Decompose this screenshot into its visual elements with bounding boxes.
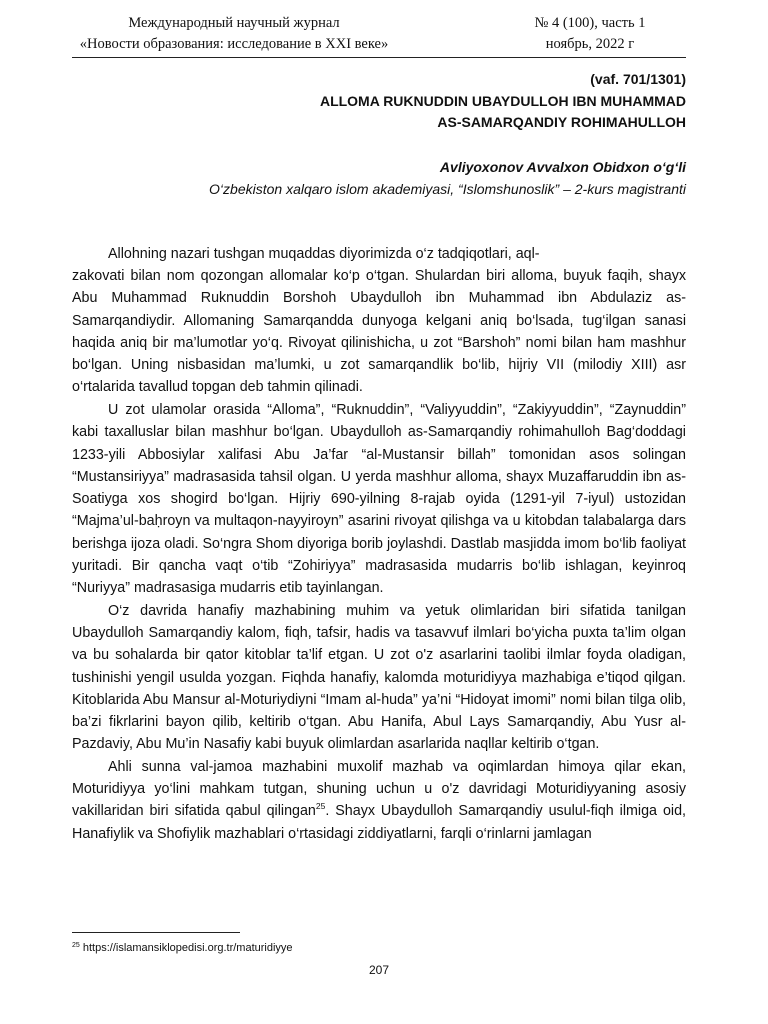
author-affiliation: O‘zbekiston xalqaro islom akademiyasi, “Islomshunoslik” – 2-kurs magistranti bbox=[209, 181, 686, 197]
footnote-number: 25 bbox=[72, 942, 80, 949]
article-title-line1: ALLOMA RUKNUDDIN UBAYDULLOH IBN MUHAMMAD bbox=[319, 93, 686, 109]
paragraph-2: U zot ulamolar orasida “Alloma”, “Ruknuddin”, “Valiyyuddin”, “Zakiyyuddin”, “Zaynuddin” kabi taxalluslar bilan mashhur bo‘lgan. Ubaydulloh as-Samarqandiy rohimahulloh Bag‘doddagi 1233-yili Abbosiylar xalifasi Abu Ja’far “al-Mustansir billah” tomonidan asos solingan “Mustansiriyya” madrasasida tahsil olgan. U yerda mashhur alloma, shayx Muzaffaruddin ibn as-Soatiyga xos shogird bo‘lgan. Hijriy 690-yilning 8-rajab oyida (1291-yil 7-iyul) ustozidan “Majma’ul-baḥroyn va multaqon-nayyiroyn” asarini rivoyat qilishga va u kitobdan talabalarga dars berishga ijoza oladi. So‘ngra Shom diyoriga borib joylashdi. Dastlab masjidda imom bo‘lib faoliyat yuritadi. Bir qancha vaqt o‘tib “Zohiriyya” madrasasida mudarris bo‘lib ishlagan, keyinroq “Nuriyya” madrasasiga mudarris etib tayinlangan. bbox=[72, 402, 686, 597]
journal-name-line2: «Новости образования: исследование в XXI веке» bbox=[79, 36, 389, 52]
footnote-reference[interactable]: 25 bbox=[315, 801, 326, 812]
footnote-rule bbox=[72, 932, 240, 933]
issue-number: № 4 (100), часть 1 bbox=[534, 15, 646, 31]
issue-date: ноябрь, 2022 г bbox=[545, 36, 635, 52]
footnote bbox=[72, 939, 293, 955]
footnote-link[interactable]: https://islamansiklopedisi.org.tr/maturidiyye bbox=[79, 942, 293, 954]
paragraph-1-first-line: Allohning nazari tushgan muqaddas diyorimizda o‘z tadqiqotlari, aql- bbox=[108, 246, 540, 262]
article-code: (vaf. 701/1301) bbox=[590, 71, 686, 87]
paragraph-3: O‘z davrida hanafiy mazhabining muhim va yetuk olimlaridan biri sifatida tanilgan Ubaydulloh Samarqandiy kalom, fiqh, tafsir, hadis va tasavvuf ilmlari bo‘yicha puxta ta’lim olgan va bu sohalarda bir qator kitoblar ta’lif etgan. U zot o'z asarlarini taolibi ilmlar foyda oladigan, tushinishi yengil usulda yozgan. Fiqhda hanafiy, kalomda moturidiyya mazhabiga e’tiqod qilgan. Kitoblarida Abu Mansur al-Moturiydiyni “Imam al-huda” ya’ni “Hidoyat imomi” nomi bilan tilga olib, ba’zi fikrlarini bayon qilib, keltirib o‘tgan. Abu Hanifa, Abul Lays Samarqandiy, Abu Yusr al-Pazdaviy, Abu Mu’in Nasafiy kabi buyuk olimlardan asarlarida naqllar keltirib o‘tgan. bbox=[72, 602, 686, 753]
paragraph-4: Ahli sunna val-jamoa mazhabini muxolif mazhab va oqimlardan himoya qilar ekan, Moturidiyya yo‘lini mahkam tutgan, shuning uchun u o'z davridagi Moturidiyyaning asosiy vakillaridan biri sifatida qabul qilingan$^{25}$. Shayx Ubaydulloh Samarqandiy usulul-fiqh ilmiga oid, Hanafiylik va Shofiylik mazhablari o‘rtasidagi ziddiyatlarni, farqli o‘rinlarni jamlagan bbox=[72, 758, 686, 842]
article-title-line2: AS-SAMARQANDIY ROHIMAHULLOH bbox=[437, 114, 686, 130]
author-name: Avliyoxonov Avvalxon Obidxon o‘g‘li bbox=[439, 159, 686, 175]
body-paragraphs bbox=[72, 399, 686, 845]
journal-name-line1: Международный научный журнал bbox=[128, 15, 340, 31]
paragraph-1: zakovati bilan nom qozongan allomalar ko‘p o‘tgan. Shulardan biri alloma, buyuk faqih, shayx Abu Muhammad Ruknuddin Borshoh Ubaydulloh ibn Muhammad ibn Abdulaziz as-Samarqandiydir. Allomaning Samarqandda dunyoga kelgani aniq bo‘lsada, tug‘ilgan sanasi haqida aniq bir ma’lumotlar yo‘q. Rivoyat qilinishicha, u zot “Barshoh” nomi bilan ham mashhur bo‘lgan. Uning nisbasidan ma’lumki, u zot samarqandlik bo‘lib, hijriy VII (milodiy XIII) asr o‘rtalarida tavallud topgan deb tahmin qilinadi. bbox=[72, 268, 686, 396]
header-rule bbox=[72, 57, 686, 58]
page-number: 207 bbox=[368, 963, 390, 977]
